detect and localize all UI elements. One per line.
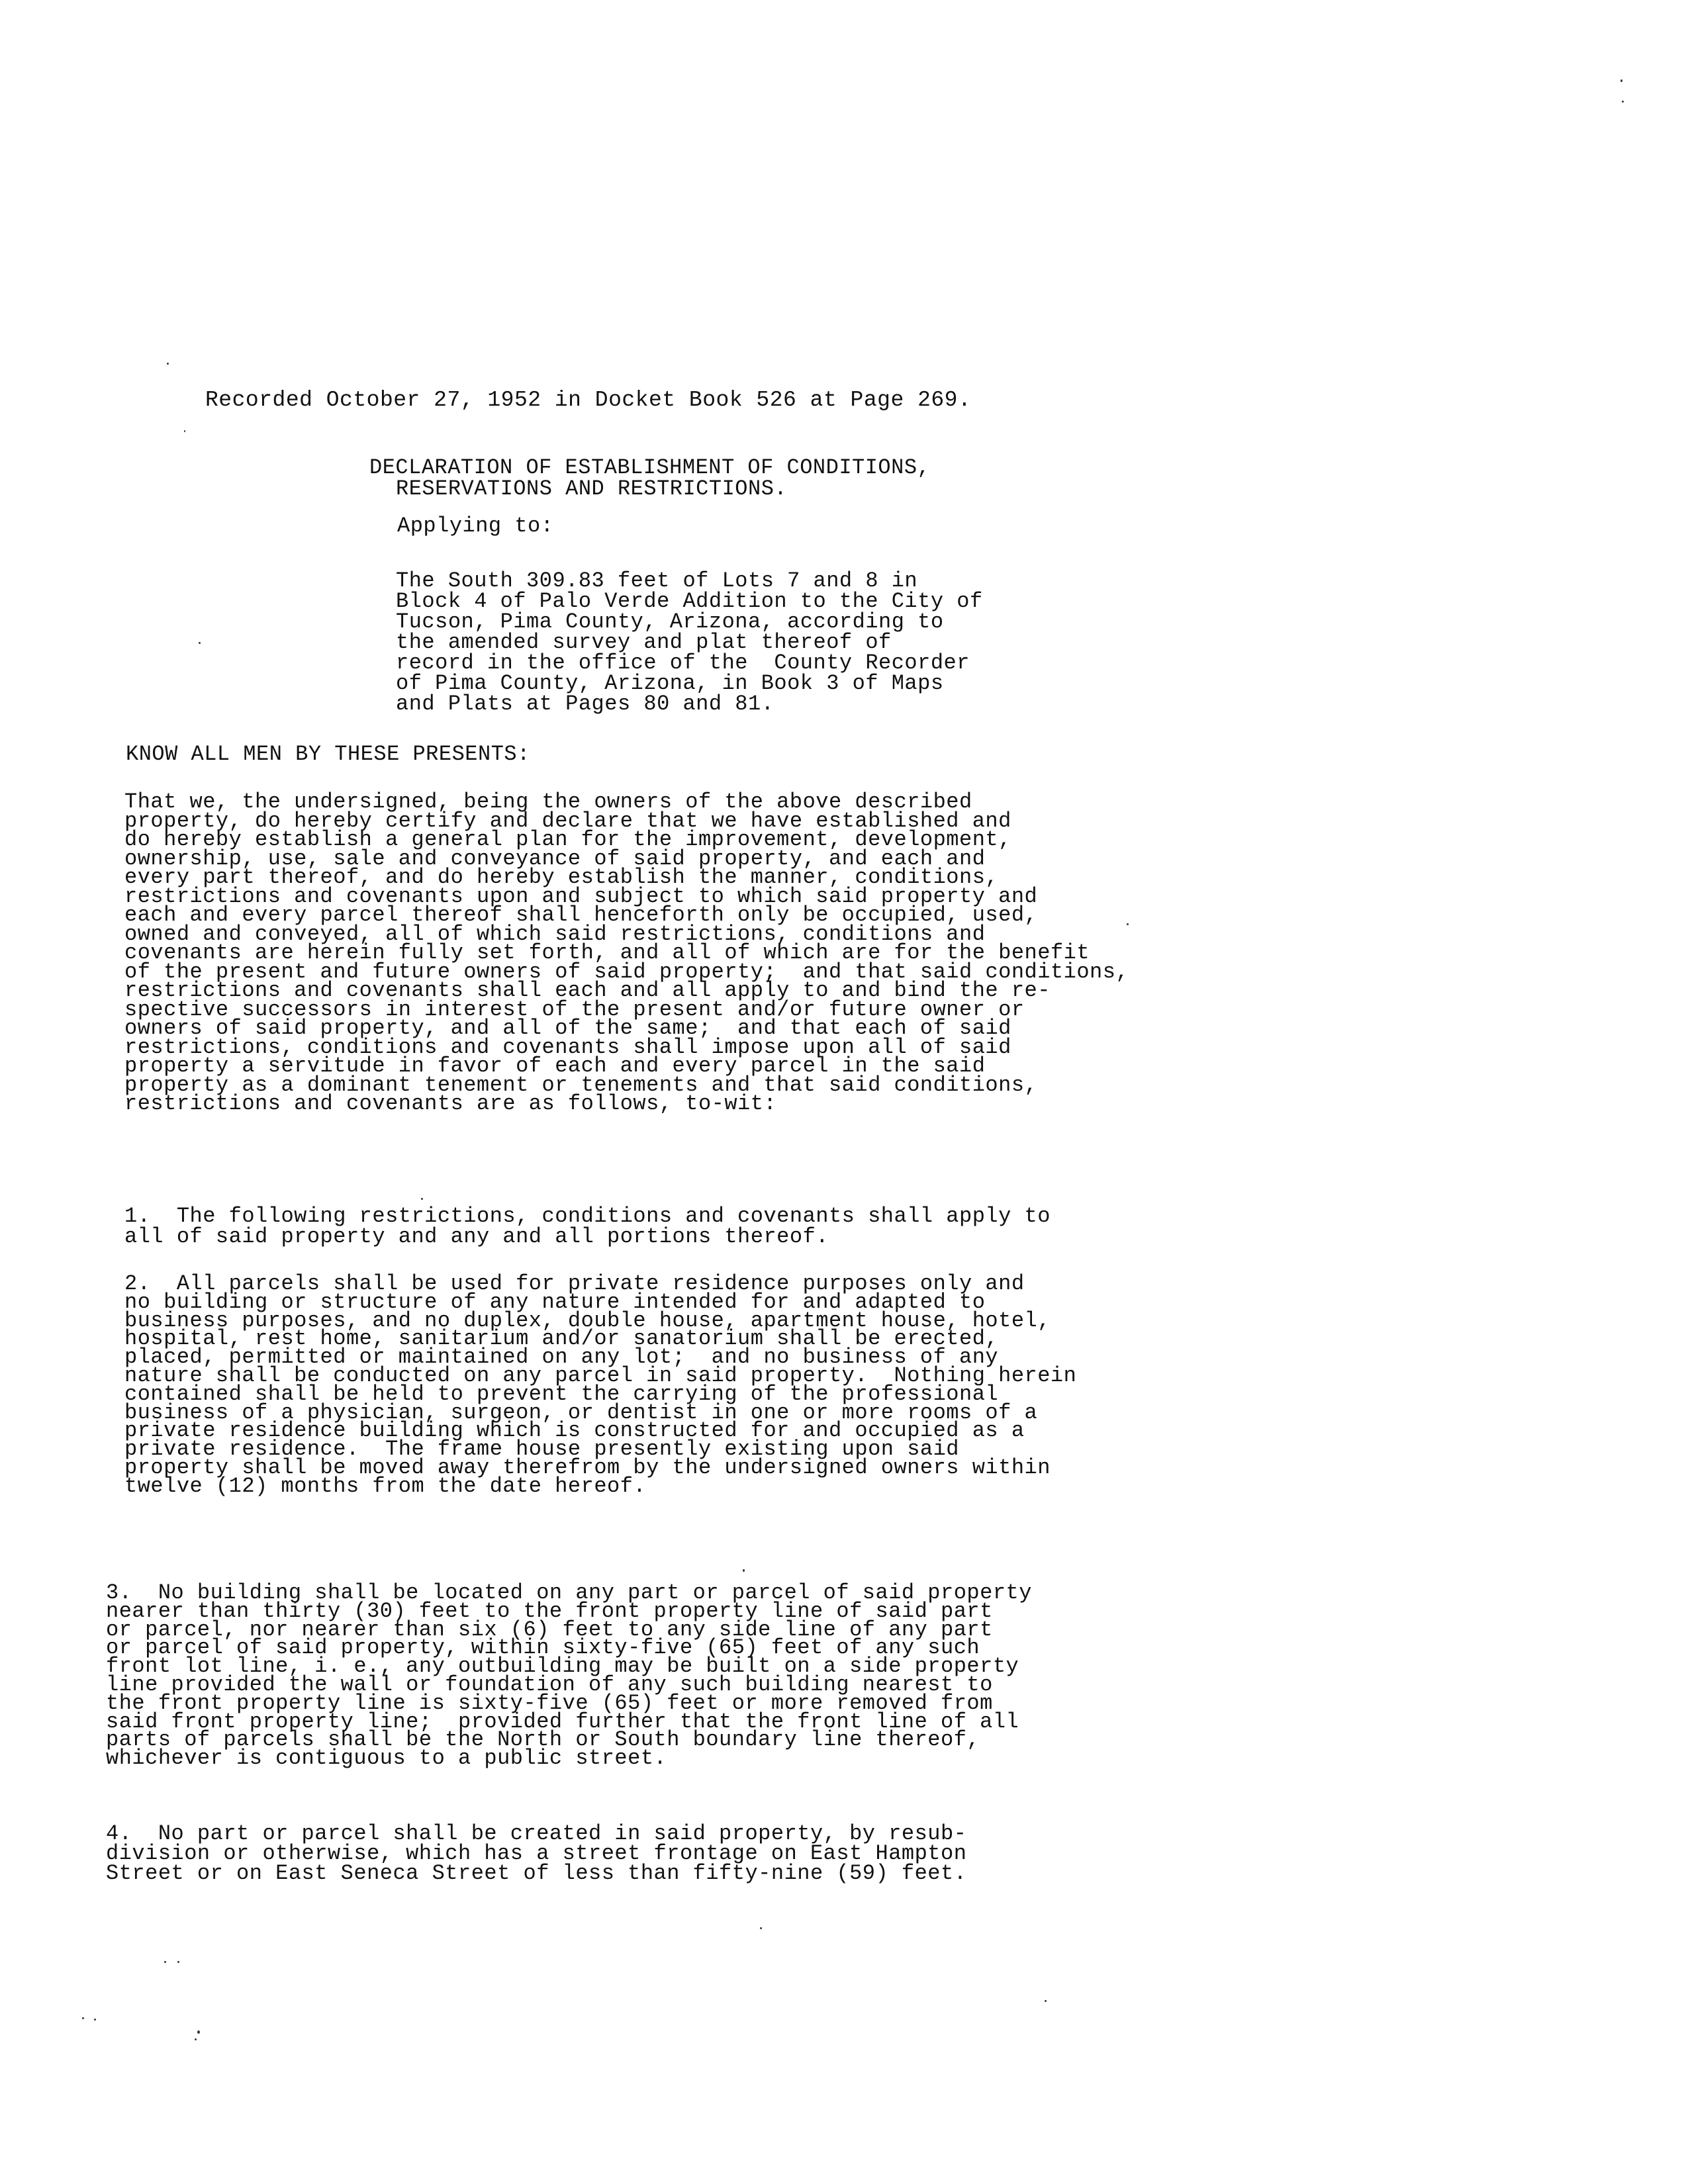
scan-speck bbox=[184, 430, 185, 432]
scan-speck bbox=[1622, 101, 1624, 103]
scan-speck bbox=[167, 363, 169, 365]
document-title-line-1: DECLARATION OF ESTABLISHMENT OF CONDITIONS, bbox=[369, 455, 931, 480]
scan-speck bbox=[195, 2038, 197, 2040]
scan-speck bbox=[164, 1961, 166, 1963]
scan-speck bbox=[197, 2030, 200, 2034]
scan-speck bbox=[421, 1198, 423, 1200]
scan-speck bbox=[177, 1961, 179, 1963]
document-title-line-2: RESERVATIONS AND RESTRICTIONS. bbox=[396, 477, 788, 501]
know-all-men-heading: KNOW ALL MEN BY THESE PRESENTS: bbox=[126, 742, 530, 766]
scan-speck bbox=[1045, 2000, 1047, 2002]
intro-paragraph: That we, the undersigned, being the owners of the above described property, do hereby certify and declare that we have established and do hereby establish a general plan for the improvement, development, ownership, use, sale and conveyance of said property, and each and every part thereof, and do hereby establish the manner, conditions, restrictions and covenants upon and subject to which said property and each and every parcel thereof shall henceforth only be occupied, used, owned and conveyed, all of which said restrictions, conditions and covenants are herein fully set forth, and all of which are for the benefit of the present and future owners of said property; and that said conditions, restrictions and covenants shall each and all apply to and bind the re- spective successors in interest of the present and/or future owner or owners of said property, and all of the same; and that each of said restrictions, conditions and covenants shall impose upon all of said property a servitude in favor of each and every parcel in the said property as a dominant tenement or tenements and that said conditions, restrictions and covenants are as follows, to-wit: bbox=[124, 790, 1129, 1116]
scan-speck bbox=[1127, 923, 1129, 925]
applying-to-label: Applying to: bbox=[397, 514, 554, 538]
scan-speck bbox=[199, 642, 201, 644]
scan-speck bbox=[760, 1927, 762, 1929]
scan-speck bbox=[743, 1569, 745, 1572]
paragraph-2: 2. All parcels shall be used for private residence purposes only and no building or structure of any nature intended for and adapted to business purposes, and no duplex, double house, apartment house, hotel, hospital, rest home, sanitarium and/or sanatorium shall be erected, placed, permitted or maintained on any lot; and no business of any nature shall be conducted on any parcel in said property. Nothing herein contained shall be held to prevent the carrying of the professional business of a physician, surgeon, or dentist in one or more rooms of a private residence building which is constructed for and occupied as a private residence. The frame house presently existing upon said property shall be moved away therefrom by the undersigned owners within twelve (12) months from the date hereof. bbox=[124, 1271, 1077, 1498]
paragraph-4: 4. No part or parcel shall be created in said property, by resub- division or otherwise, which has a street frontage on East Hampton Street or on East Seneca Street of less than fifty-nine (59) feet. bbox=[106, 1821, 967, 1886]
scan-speck bbox=[82, 2017, 84, 2019]
scan-speck bbox=[94, 2019, 96, 2021]
paragraph-1: 1. The following restrictions, conditions and covenants shall apply to all of said property and any and all portions thereof. bbox=[124, 1204, 1051, 1249]
scan-speck bbox=[1620, 79, 1622, 82]
paragraph-3: 3. No building shall be located on any part or parcel of said property nearer than thirty (30) feet to the front property line of said part or parcel, nor nearer than six (6) feet to any side line of any part or parcel of said property, within sixty-five (65) feet of any such front lot line, i. e., any outbuilding may be built on a side property line provided the wall or foundation of any such building nearest to the front property line is sixty-five (65) feet or more removed from said front property line; provided further that the front line of all parts of parcels shall be the North or South boundary line thereof, whichever is contiguous to a public street. bbox=[106, 1580, 1032, 1771]
legal-description: The South 309.83 feet of Lots 7 and 8 in Block 4 of Palo Verde Addition to the City of Tucson, Pima County, Arizona, according to the amended survey and plat thereof of record in the office of the County Recorder of Pima County, Arizona, in Book 3 of Maps and Plats at Pages 80 and 81. bbox=[396, 569, 983, 716]
recording-notice: Recorded October 27, 1952 in Docket Book 526 at Page 269. bbox=[205, 388, 972, 412]
